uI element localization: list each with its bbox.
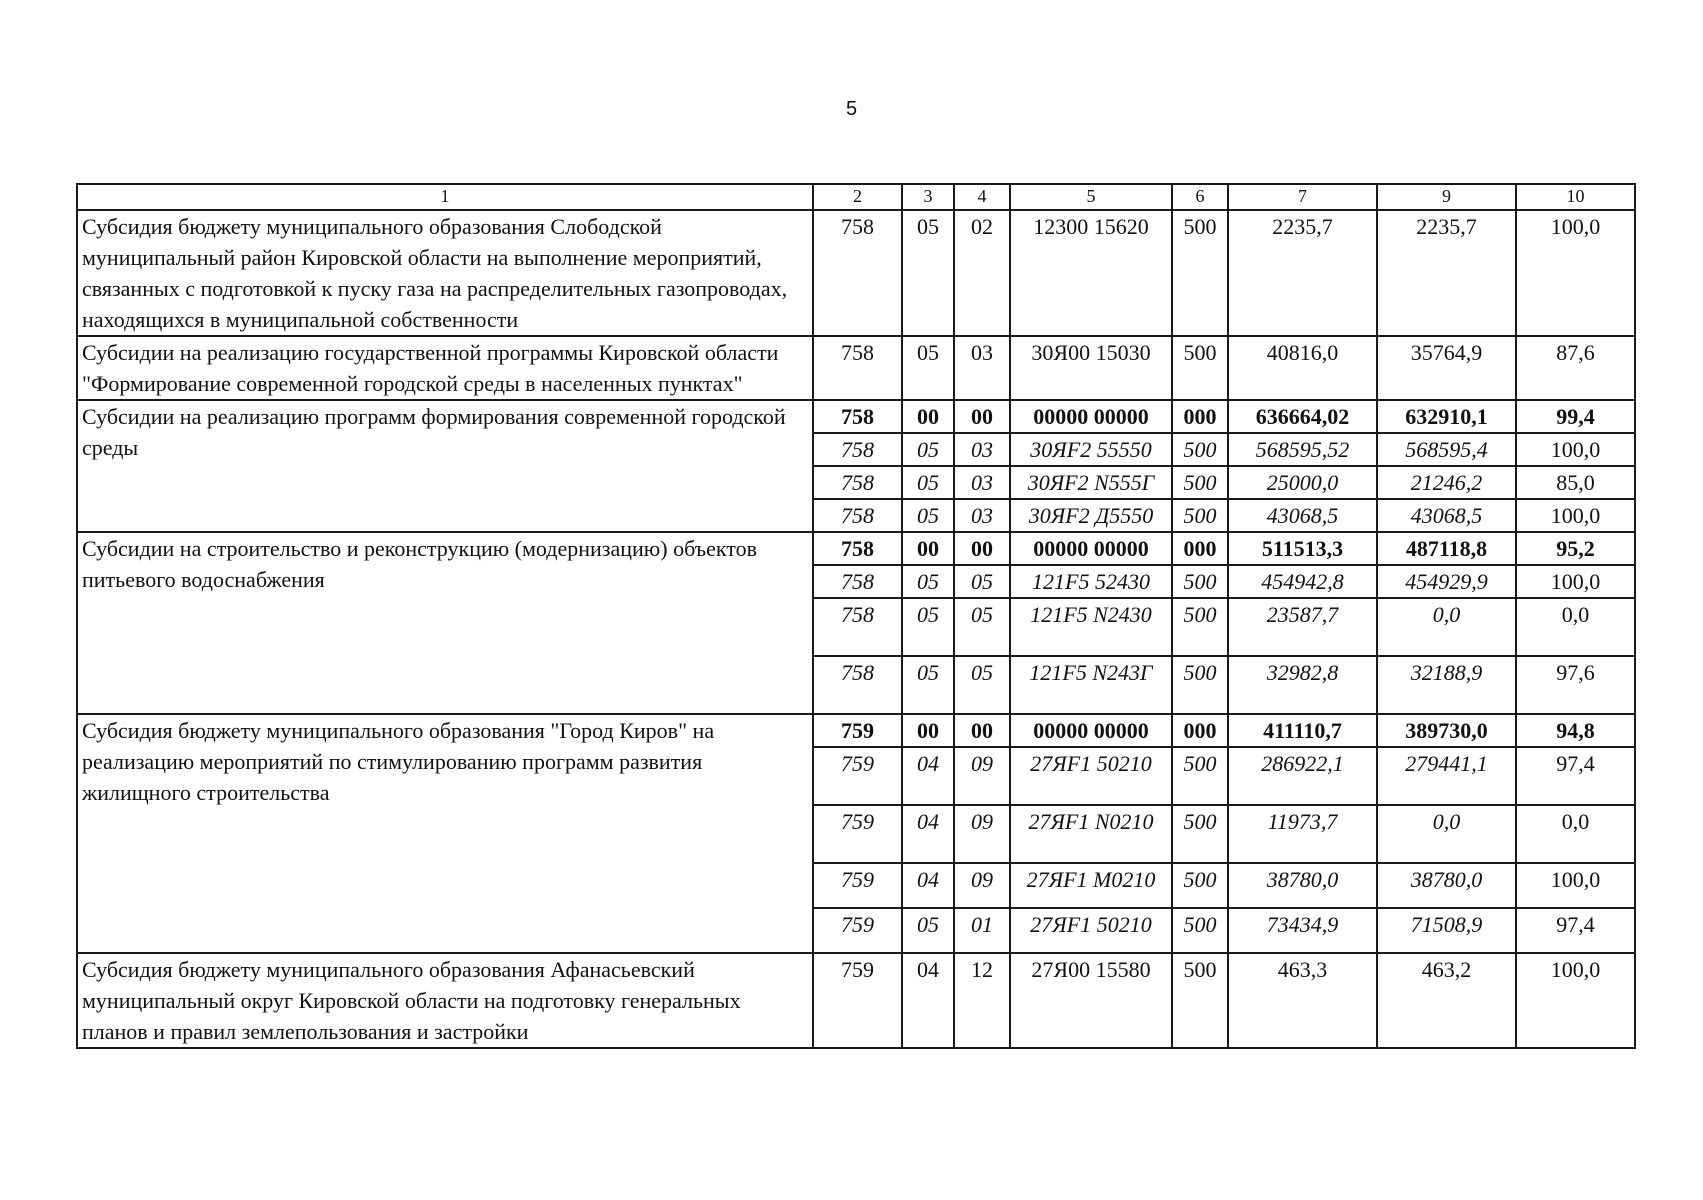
cell-expense-type: 500 <box>1172 656 1228 714</box>
cell-percent: 100,0 <box>1516 210 1635 336</box>
cell-subsection: 09 <box>954 805 1010 863</box>
cell-admin-code: 759 <box>813 863 902 908</box>
cell-percent: 0,0 <box>1516 598 1635 656</box>
cell-expense-type: 500 <box>1172 747 1228 805</box>
cell-subsection: 05 <box>954 565 1010 598</box>
cell-subsection: 03 <box>954 499 1010 532</box>
cell-expense-type: 500 <box>1172 863 1228 908</box>
cell-actual-amount: 632910,1 <box>1377 400 1516 433</box>
cell-target-article: 121F5 N243Г <box>1010 656 1172 714</box>
cell-target-article: 27ЯF1 M0210 <box>1010 863 1172 908</box>
cell-expense-type: 500 <box>1172 908 1228 953</box>
column-header: 10 <box>1516 184 1635 210</box>
cell-section: 05 <box>902 210 954 336</box>
cell-admin-code: 758 <box>813 499 902 532</box>
row-description: Субсидия бюджету муниципального образования Афанасьевский муниципальный округ Кировской области на подготовку генеральных планов и правил землепользования и застройки <box>77 953 813 1048</box>
cell-target-article: 30ЯF2 N555Г <box>1010 466 1172 499</box>
cell-section: 04 <box>902 863 954 908</box>
cell-expense-type: 500 <box>1172 336 1228 400</box>
cell-section: 05 <box>902 598 954 656</box>
cell-percent: 95,2 <box>1516 532 1635 565</box>
cell-plan-amount: 511513,3 <box>1228 532 1377 565</box>
cell-target-article: 00000 00000 <box>1010 400 1172 433</box>
cell-expense-type: 500 <box>1172 210 1228 336</box>
cell-actual-amount: 0,0 <box>1377 805 1516 863</box>
row-description: Субсидия бюджету муниципального образования "Город Киров" на реализацию мероприятий по стимулированию программ развития жилищного строительства <box>77 714 813 953</box>
cell-subsection: 03 <box>954 433 1010 466</box>
cell-section: 05 <box>902 336 954 400</box>
cell-percent: 97,6 <box>1516 656 1635 714</box>
cell-subsection: 01 <box>954 908 1010 953</box>
cell-percent: 100,0 <box>1516 565 1635 598</box>
budget-table <box>76 183 1636 1049</box>
cell-actual-amount: 454929,9 <box>1377 565 1516 598</box>
row-description: Субсидии на реализацию государственной программы Кировской области "Формирование современной городской среды в населенных пунктах" <box>77 336 813 400</box>
cell-target-article: 27Я00 15580 <box>1010 953 1172 1048</box>
cell-actual-amount: 71508,9 <box>1377 908 1516 953</box>
cell-actual-amount: 38780,0 <box>1377 863 1516 908</box>
cell-section: 00 <box>902 532 954 565</box>
cell-section: 00 <box>902 714 954 747</box>
cell-section: 00 <box>902 400 954 433</box>
cell-plan-amount: 25000,0 <box>1228 466 1377 499</box>
column-header: 9 <box>1377 184 1516 210</box>
cell-plan-amount: 411110,7 <box>1228 714 1377 747</box>
column-header: 3 <box>902 184 954 210</box>
cell-actual-amount: 568595,4 <box>1377 433 1516 466</box>
table-row <box>77 532 1635 565</box>
cell-target-article: 30ЯF2 55550 <box>1010 433 1172 466</box>
cell-subsection: 02 <box>954 210 1010 336</box>
table-body <box>77 210 1635 1048</box>
cell-plan-amount: 43068,5 <box>1228 499 1377 532</box>
cell-actual-amount: 487118,8 <box>1377 532 1516 565</box>
table-row <box>77 714 1635 747</box>
cell-expense-type: 500 <box>1172 565 1228 598</box>
cell-expense-type: 500 <box>1172 953 1228 1048</box>
cell-subsection: 12 <box>954 953 1010 1048</box>
cell-percent: 97,4 <box>1516 747 1635 805</box>
column-header: 4 <box>954 184 1010 210</box>
cell-plan-amount: 568595,52 <box>1228 433 1377 466</box>
cell-subsection: 03 <box>954 336 1010 400</box>
cell-expense-type: 000 <box>1172 714 1228 747</box>
cell-plan-amount: 11973,7 <box>1228 805 1377 863</box>
table-row <box>77 336 1635 400</box>
cell-subsection: 09 <box>954 863 1010 908</box>
cell-percent: 100,0 <box>1516 433 1635 466</box>
cell-target-article: 30ЯF2 Д5550 <box>1010 499 1172 532</box>
column-header: 5 <box>1010 184 1172 210</box>
cell-admin-code: 758 <box>813 433 902 466</box>
cell-percent: 100,0 <box>1516 499 1635 532</box>
cell-section: 04 <box>902 805 954 863</box>
cell-percent: 99,4 <box>1516 400 1635 433</box>
cell-admin-code: 758 <box>813 565 902 598</box>
cell-expense-type: 500 <box>1172 433 1228 466</box>
cell-plan-amount: 2235,7 <box>1228 210 1377 336</box>
cell-actual-amount: 43068,5 <box>1377 499 1516 532</box>
cell-actual-amount: 389730,0 <box>1377 714 1516 747</box>
cell-actual-amount: 21246,2 <box>1377 466 1516 499</box>
cell-expense-type: 500 <box>1172 466 1228 499</box>
header-row <box>77 184 1635 210</box>
cell-percent: 94,8 <box>1516 714 1635 747</box>
cell-actual-amount: 279441,1 <box>1377 747 1516 805</box>
cell-admin-code: 758 <box>813 466 902 499</box>
cell-section: 05 <box>902 908 954 953</box>
cell-section: 05 <box>902 656 954 714</box>
cell-percent: 100,0 <box>1516 953 1635 1048</box>
cell-subsection: 05 <box>954 656 1010 714</box>
cell-target-article: 30Я00 15030 <box>1010 336 1172 400</box>
cell-expense-type: 000 <box>1172 400 1228 433</box>
row-description: Субсидии на строительство и реконструкцию (модернизацию) объектов питьевого водоснабжения <box>77 532 813 714</box>
cell-expense-type: 500 <box>1172 598 1228 656</box>
cell-target-article: 12300 15620 <box>1010 210 1172 336</box>
cell-plan-amount: 40816,0 <box>1228 336 1377 400</box>
cell-admin-code: 759 <box>813 908 902 953</box>
cell-expense-type: 500 <box>1172 499 1228 532</box>
cell-percent: 85,0 <box>1516 466 1635 499</box>
table-row <box>77 400 1635 433</box>
cell-admin-code: 759 <box>813 714 902 747</box>
cell-expense-type: 000 <box>1172 532 1228 565</box>
column-header: 7 <box>1228 184 1377 210</box>
cell-admin-code: 758 <box>813 656 902 714</box>
cell-section: 04 <box>902 953 954 1048</box>
cell-subsection: 00 <box>954 714 1010 747</box>
cell-target-article: 00000 00000 <box>1010 714 1172 747</box>
cell-plan-amount: 73434,9 <box>1228 908 1377 953</box>
cell-plan-amount: 32982,8 <box>1228 656 1377 714</box>
table-row <box>77 953 1635 1048</box>
cell-percent: 97,4 <box>1516 908 1635 953</box>
cell-admin-code: 758 <box>813 336 902 400</box>
cell-actual-amount: 0,0 <box>1377 598 1516 656</box>
cell-admin-code: 758 <box>813 598 902 656</box>
column-header: 6 <box>1172 184 1228 210</box>
cell-plan-amount: 636664,02 <box>1228 400 1377 433</box>
cell-admin-code: 758 <box>813 532 902 565</box>
cell-actual-amount: 35764,9 <box>1377 336 1516 400</box>
cell-admin-code: 758 <box>813 400 902 433</box>
cell-plan-amount: 286922,1 <box>1228 747 1377 805</box>
cell-section: 05 <box>902 499 954 532</box>
cell-target-article: 27ЯF1 N0210 <box>1010 805 1172 863</box>
cell-percent: 0,0 <box>1516 805 1635 863</box>
cell-admin-code: 758 <box>813 210 902 336</box>
cell-target-article: 00000 00000 <box>1010 532 1172 565</box>
column-header: 1 <box>77 184 813 210</box>
cell-plan-amount: 23587,7 <box>1228 598 1377 656</box>
page-number: 5 <box>845 98 858 120</box>
cell-subsection: 03 <box>954 466 1010 499</box>
column-header: 2 <box>813 184 902 210</box>
cell-section: 05 <box>902 565 954 598</box>
cell-target-article: 27ЯF1 50210 <box>1010 908 1172 953</box>
cell-target-article: 121F5 N2430 <box>1010 598 1172 656</box>
cell-section: 05 <box>902 433 954 466</box>
cell-percent: 87,6 <box>1516 336 1635 400</box>
cell-target-article: 27ЯF1 50210 <box>1010 747 1172 805</box>
cell-subsection: 05 <box>954 598 1010 656</box>
cell-admin-code: 759 <box>813 805 902 863</box>
cell-plan-amount: 38780,0 <box>1228 863 1377 908</box>
cell-subsection: 00 <box>954 532 1010 565</box>
cell-target-article: 121F5 52430 <box>1010 565 1172 598</box>
cell-subsection: 00 <box>954 400 1010 433</box>
cell-admin-code: 759 <box>813 953 902 1048</box>
row-description: Субсидии на реализацию программ формирования современной городской среды <box>77 400 813 532</box>
row-description: Субсидия бюджету муниципального образования Слободской муниципальный район Кировской области на выполнение мероприятий, связанных с подготовкой к пуску газа на распределительных газопроводах, находящихся в муниципальной собственности <box>77 210 813 336</box>
cell-plan-amount: 463,3 <box>1228 953 1377 1048</box>
cell-actual-amount: 32188,9 <box>1377 656 1516 714</box>
cell-section: 04 <box>902 747 954 805</box>
cell-expense-type: 500 <box>1172 805 1228 863</box>
cell-actual-amount: 2235,7 <box>1377 210 1516 336</box>
table-row <box>77 210 1635 336</box>
cell-admin-code: 759 <box>813 747 902 805</box>
cell-section: 05 <box>902 466 954 499</box>
cell-subsection: 09 <box>954 747 1010 805</box>
cell-actual-amount: 463,2 <box>1377 953 1516 1048</box>
cell-plan-amount: 454942,8 <box>1228 565 1377 598</box>
cell-percent: 100,0 <box>1516 863 1635 908</box>
